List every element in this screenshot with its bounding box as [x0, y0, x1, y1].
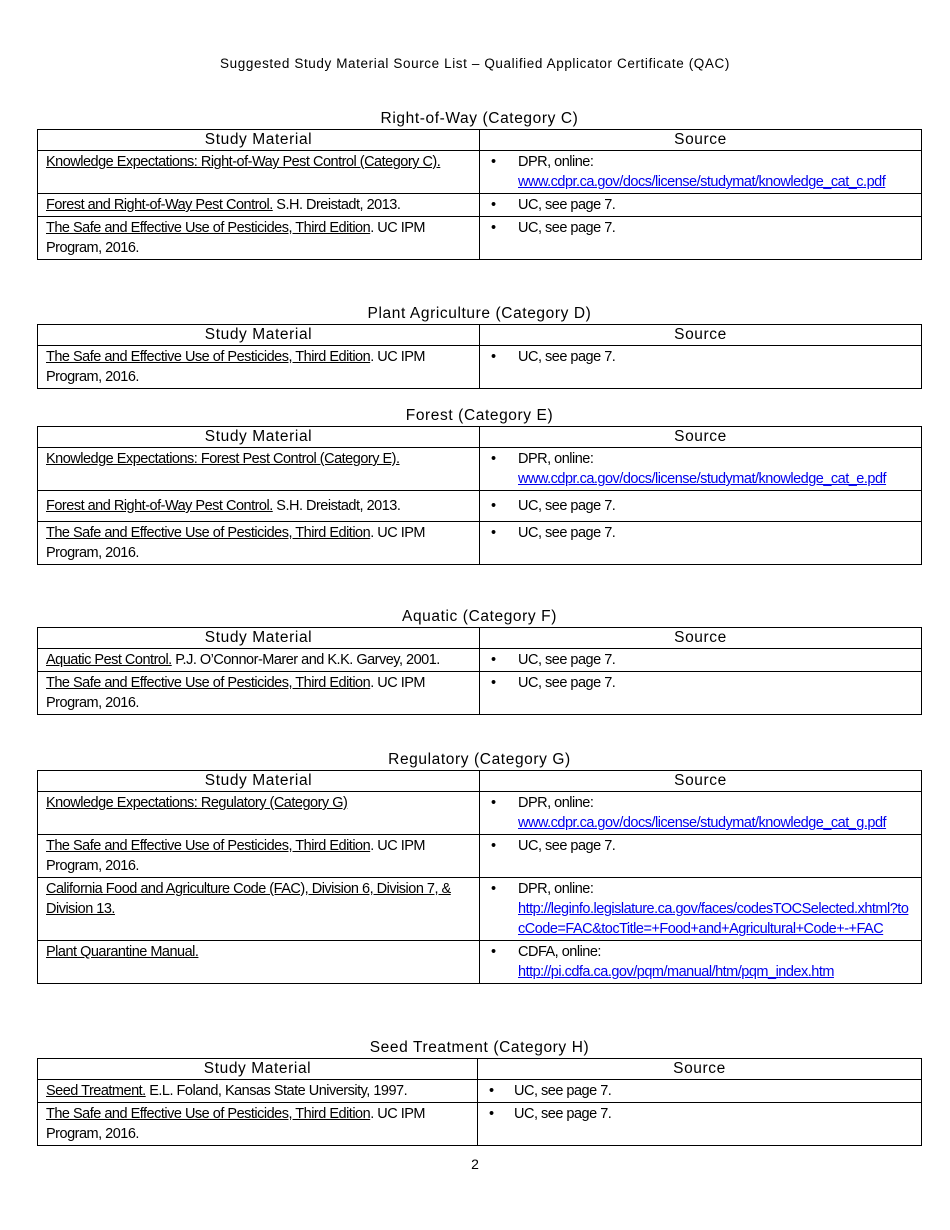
source-text: DPR, online: [518, 881, 594, 897]
section-title: Seed Treatment (Category H) [369, 1039, 590, 1056]
material-title: Knowledge Expectations: Regulatory (Category G) [46, 795, 348, 811]
material-title: Forest and Right-of-Way Pest Control. [46, 197, 273, 213]
column-header-study: Study Material [38, 130, 480, 151]
source-cell [480, 792, 922, 835]
bullet-icon: • [489, 1106, 494, 1122]
study-material-cell [38, 941, 480, 984]
study-table [37, 324, 922, 389]
source-link[interactable]: www.cdpr.ca.gov/docs/license/studymat/knowledge_cat_c.pdf [518, 174, 886, 190]
study-table [37, 770, 922, 984]
table-row [38, 522, 922, 565]
material-details: . UC IPM Program, 2016. [46, 525, 425, 561]
section-title: Aquatic (Category F) [402, 608, 557, 625]
table-row [38, 448, 922, 491]
material-details: . UC IPM Program, 2016. [46, 220, 425, 256]
section-right-of-way [37, 109, 922, 260]
source-cell [480, 151, 922, 194]
section-title: Regulatory (Category G) [388, 751, 571, 768]
source-cell [480, 649, 922, 672]
source-text: UC, see page 7. [514, 1083, 612, 1099]
source-text: UC, see page 7. [518, 675, 616, 691]
source-text: UC, see page 7. [514, 1106, 612, 1122]
material-title: Plant Quarantine Manual. [46, 944, 199, 960]
study-material-cell [38, 217, 480, 260]
material-title: The Safe and Effective Use of Pesticides, Third Edition [46, 675, 371, 691]
source-cell [480, 522, 922, 565]
table-row [38, 835, 922, 878]
source-text: CDFA, online: [518, 944, 601, 960]
source-link[interactable]: www.cdpr.ca.gov/docs/license/studymat/knowledge_cat_e.pdf [518, 471, 887, 487]
table-row [38, 792, 922, 835]
source-cell [480, 491, 922, 522]
table-row [38, 672, 922, 715]
source-link[interactable]: http://leginfo.legislature.ca.gov/faces/codesTOCSelected.xhtml?tocCode=FAC&tocTitle=+Food+and+Agricultural+Code+-+FAC [518, 901, 909, 937]
table-header-row [38, 427, 922, 448]
material-details: S.H. Dreistadt, 2013. [272, 498, 401, 514]
material-title: The Safe and Effective Use of Pesticides, Third Edition [46, 220, 371, 236]
source-cell [480, 941, 922, 984]
source-cell [480, 346, 922, 389]
material-title: The Safe and Effective Use of Pesticides, Third Edition [46, 838, 371, 854]
table-row [38, 1080, 922, 1103]
page-header: Suggested Study Material Source List – Qualified Applicator Certificate (QAC) [220, 56, 730, 71]
material-title: Knowledge Expectations: Forest Pest Control (Category E). [46, 451, 400, 467]
source-text: UC, see page 7. [518, 349, 616, 365]
bullet-icon: • [491, 220, 496, 236]
table-header-row [38, 628, 922, 649]
material-title: Knowledge Expectations: Right-of-Way Pest Control (Category C). [46, 154, 441, 170]
table-row [38, 346, 922, 389]
column-header-source: Source [480, 628, 922, 649]
table-header-row [38, 1059, 922, 1080]
column-header-source: Source [480, 325, 922, 346]
source-text: UC, see page 7. [518, 652, 616, 668]
study-material-cell [38, 835, 480, 878]
source-cell [478, 1080, 922, 1103]
table-header-row [38, 771, 922, 792]
table-row [38, 194, 922, 217]
column-header-source: Source [478, 1059, 922, 1080]
source-text: UC, see page 7. [518, 498, 616, 514]
material-title: The Safe and Effective Use of Pesticides, Third Edition [46, 349, 371, 365]
table-row [38, 649, 922, 672]
bullet-icon: • [491, 197, 496, 213]
table-row [38, 1103, 922, 1146]
bullet-icon: • [491, 525, 496, 541]
section-title: Right-of-Way (Category C) [380, 110, 579, 127]
source-cell [478, 1103, 922, 1146]
study-material-cell [38, 448, 480, 491]
study-material-cell [38, 346, 480, 389]
source-text: UC, see page 7. [518, 838, 616, 854]
study-material-cell [38, 1080, 478, 1103]
study-table [37, 426, 922, 565]
source-link[interactable]: www.cdpr.ca.gov/docs/license/studymat/knowledge_cat_g.pdf [518, 815, 887, 831]
table-row [38, 878, 922, 941]
bullet-icon: • [489, 1083, 494, 1099]
page-number: 2 [471, 1156, 479, 1172]
section-title: Forest (Category E) [405, 407, 554, 424]
source-cell [480, 448, 922, 491]
section-aquatic [37, 607, 922, 715]
study-material-cell [38, 151, 480, 194]
material-title: California Food and Agriculture Code (FAC), Division 6, Division 7, & Division 13. [46, 881, 451, 917]
material-details: . UC IPM Program, 2016. [46, 675, 425, 711]
source-text: DPR, online: [518, 154, 594, 170]
source-cell [480, 835, 922, 878]
study-material-cell [38, 194, 480, 217]
bullet-icon: • [491, 498, 496, 514]
study-material-cell [38, 672, 480, 715]
section-plant-agriculture [37, 304, 922, 389]
table-row [38, 151, 922, 194]
material-details: S.H. Dreistadt, 2013. [272, 197, 401, 213]
study-table [37, 1058, 922, 1146]
table-row [38, 217, 922, 260]
column-header-study: Study Material [38, 427, 480, 448]
bullet-icon: • [491, 675, 496, 691]
bullet-icon: • [491, 349, 496, 365]
material-details: . UC IPM Program, 2016. [46, 349, 425, 385]
source-cell [480, 194, 922, 217]
section-regulatory [37, 750, 922, 984]
bullet-icon: • [491, 795, 496, 811]
table-row [38, 491, 922, 522]
study-table [37, 129, 922, 260]
bullet-icon: • [491, 838, 496, 854]
material-title: Seed Treatment. [46, 1083, 146, 1099]
material-title: The Safe and Effective Use of Pesticides, Third Edition [46, 1106, 371, 1122]
source-link[interactable]: http://pi.cdfa.ca.gov/pqm/manual/htm/pqm_index.htm [518, 964, 834, 980]
material-details: . UC IPM Program, 2016. [46, 838, 425, 874]
table-row [38, 941, 922, 984]
study-material-cell [38, 1103, 478, 1146]
bullet-icon: • [491, 451, 496, 467]
source-text: UC, see page 7. [518, 197, 616, 213]
table-header-row [38, 325, 922, 346]
material-title: Forest and Right-of-Way Pest Control. [46, 498, 273, 514]
column-header-study: Study Material [38, 325, 480, 346]
column-header-study: Study Material [38, 771, 480, 792]
source-text: DPR, online: [518, 451, 594, 467]
source-cell [480, 878, 922, 941]
source-cell [480, 672, 922, 715]
material-details: E.L. Foland, Kansas State University, 1997. [145, 1083, 408, 1099]
material-details: . UC IPM Program, 2016. [46, 1106, 425, 1142]
material-title: The Safe and Effective Use of Pesticides, Third Edition [46, 525, 371, 541]
bullet-icon: • [491, 944, 496, 960]
column-header-source: Source [480, 771, 922, 792]
section-seed-treatment [37, 1038, 922, 1146]
table-header-row [38, 130, 922, 151]
source-cell [480, 217, 922, 260]
study-material-cell [38, 491, 480, 522]
study-material-cell [38, 878, 480, 941]
column-header-study: Study Material [38, 1059, 478, 1080]
column-header-source: Source [480, 130, 922, 151]
section-title: Plant Agriculture (Category D) [367, 305, 592, 322]
bullet-icon: • [491, 154, 496, 170]
source-text: UC, see page 7. [518, 525, 616, 541]
bullet-icon: • [491, 652, 496, 668]
source-text: DPR, online: [518, 795, 594, 811]
section-forest [37, 406, 922, 565]
study-material-cell [38, 792, 480, 835]
study-material-cell [38, 649, 480, 672]
source-text: UC, see page 7. [518, 220, 616, 236]
column-header-study: Study Material [38, 628, 480, 649]
study-table [37, 627, 922, 715]
material-details: P.J. O’Connor-Marer and K.K. Garvey, 2001. [171, 652, 440, 668]
material-title: Aquatic Pest Control. [46, 652, 172, 668]
study-material-cell [38, 522, 480, 565]
column-header-source: Source [480, 427, 922, 448]
bullet-icon: • [491, 881, 496, 897]
